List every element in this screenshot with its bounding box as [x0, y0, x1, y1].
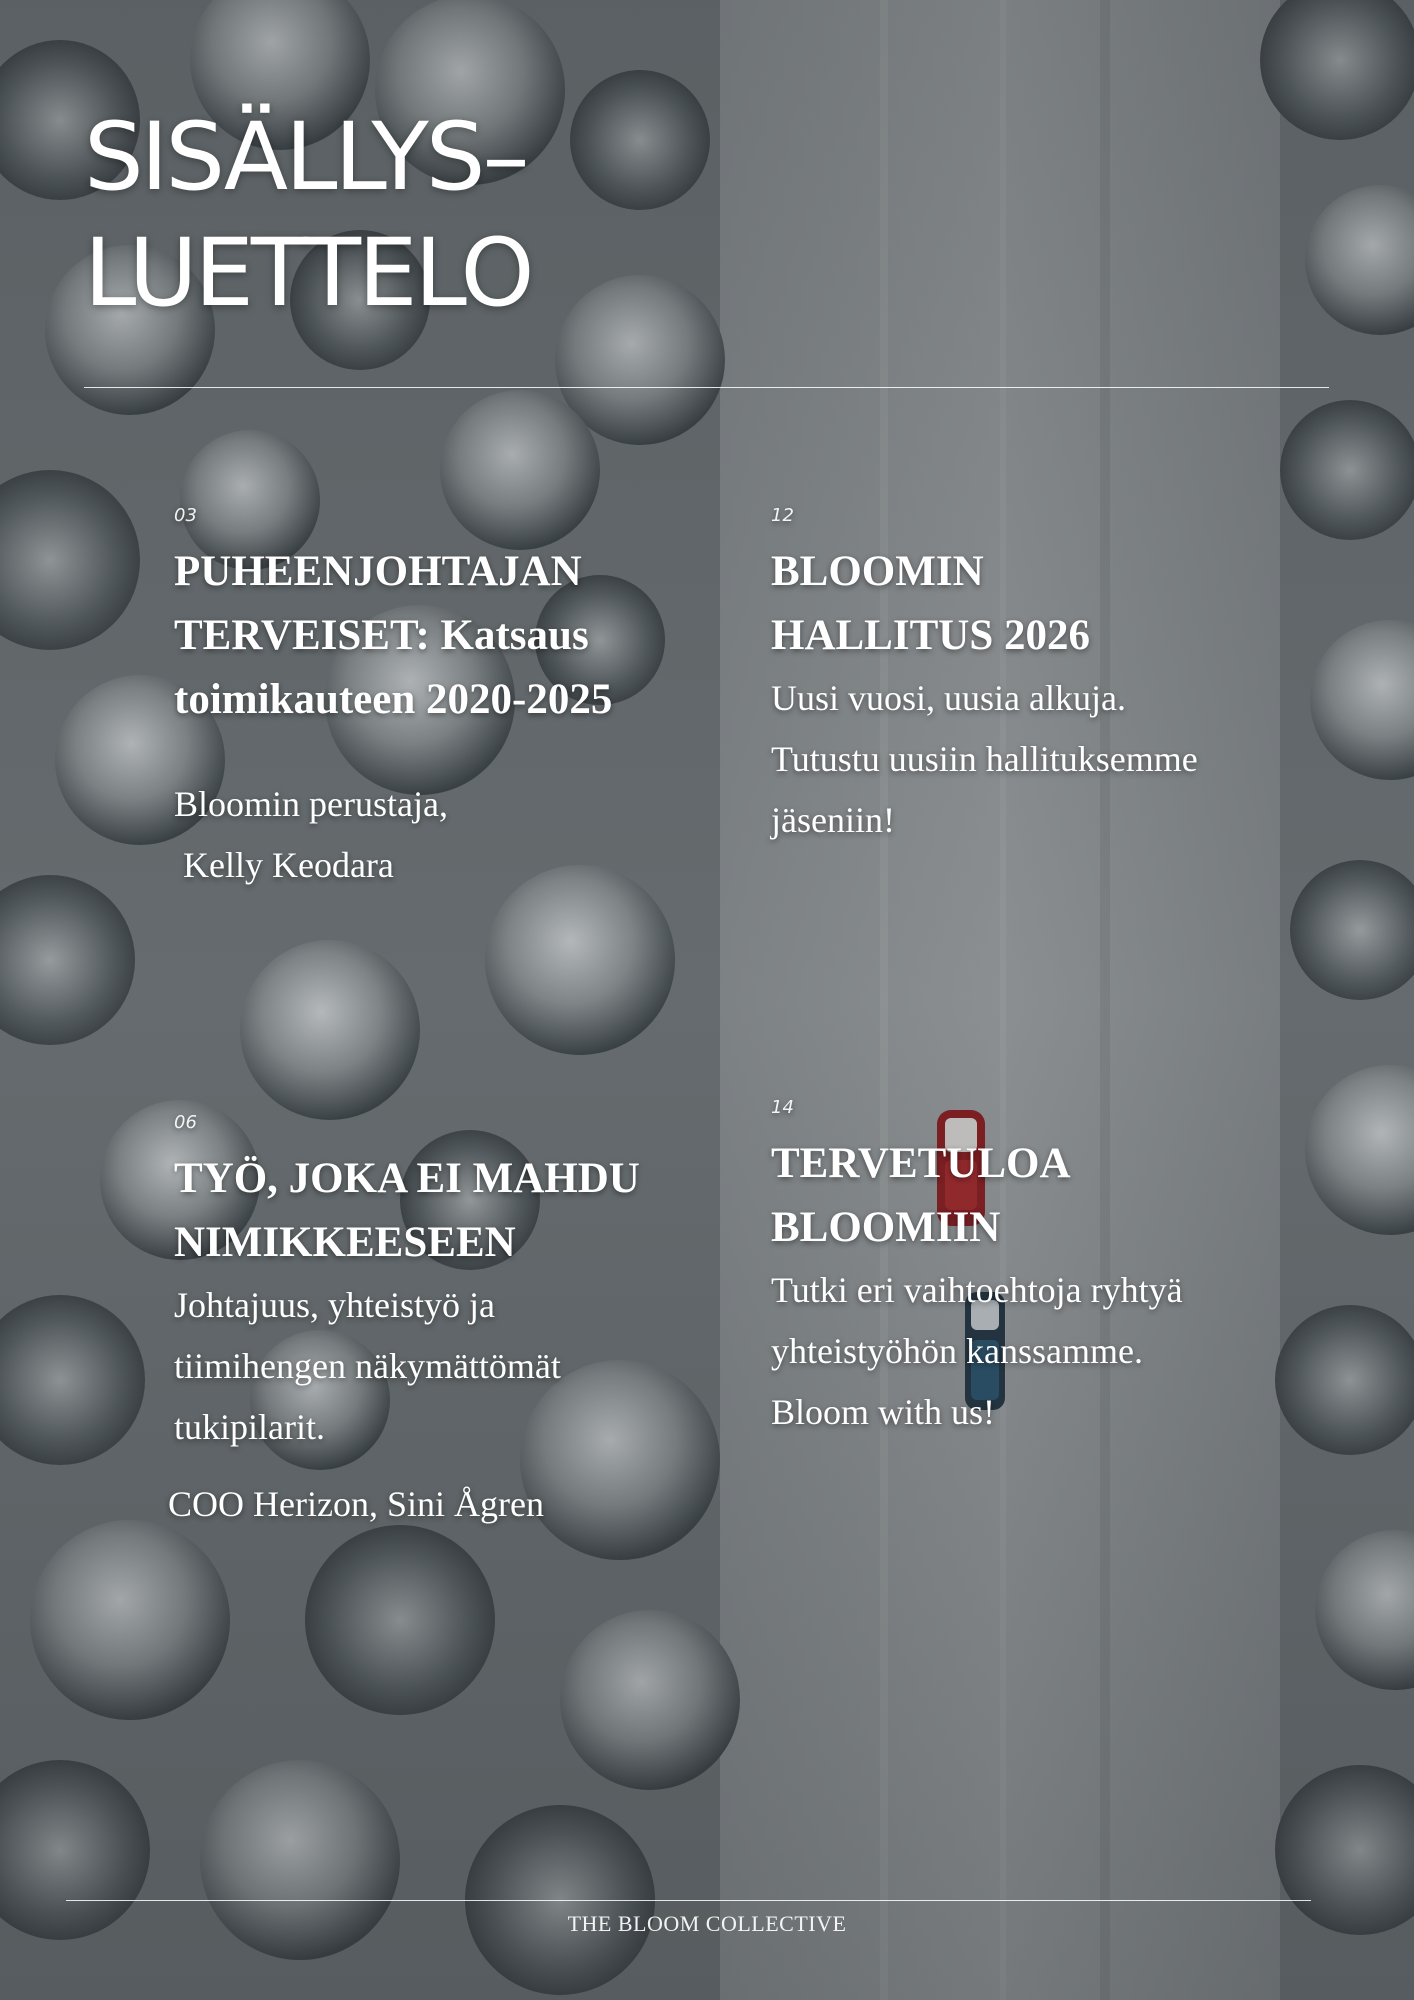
- entry-description: [771, 668, 1331, 851]
- heading-line: TERVEISET: Katsaus: [174, 612, 589, 659]
- heading-line: TERVETULOA: [771, 1140, 1071, 1187]
- heading-line: BLOOMIN: [771, 548, 984, 595]
- entry-author: [174, 774, 734, 896]
- description-line: Bloom with us!: [771, 1392, 996, 1432]
- description-line: Johtajuus, yhteistyö ja: [174, 1285, 495, 1325]
- heading-line: toimikauteen 2020-2025: [174, 676, 613, 723]
- description-line: Tutki eri vaihtoehtoja ryhtyä: [771, 1270, 1183, 1310]
- description-line: tukipilarit.: [174, 1407, 325, 1447]
- entry-heading: [771, 1132, 1331, 1260]
- description-line: yhteistyöhön kanssamme.: [771, 1331, 1143, 1371]
- entry-author: COO Herizon, Sini Ågren: [168, 1484, 544, 1524]
- top-divider: [84, 387, 1329, 388]
- toc-entry-welcome-to-bloom[interactable]: [771, 1097, 1331, 1443]
- entry-heading: [174, 540, 734, 732]
- title-line-1: SISÄLLYS–: [84, 103, 527, 212]
- page-number: 06: [174, 1112, 197, 1133]
- footer-brand: THE BLOOM COLLECTIVE: [567, 1911, 847, 1936]
- toc-entry-work-beyond-title[interactable]: [168, 1112, 734, 1535]
- heading-line: BLOOMIIN: [771, 1204, 1001, 1251]
- heading-line: NIMIKKEESEEN: [174, 1219, 516, 1266]
- page-number: 03: [174, 505, 197, 526]
- description-line: Tutustu uusiin hallituksemme: [771, 739, 1198, 779]
- entry-description: [771, 1260, 1331, 1443]
- description-line: tiimihengen näkymättömät: [174, 1346, 561, 1386]
- heading-line: HALLITUS 2026: [771, 612, 1090, 659]
- title-line-2: LUETTELO: [84, 219, 532, 328]
- heading-line: PUHEENJOHTAJAN: [174, 548, 582, 595]
- toc-entry-board-2026[interactable]: [771, 505, 1331, 851]
- author-line: Bloomin perustaja,: [174, 784, 448, 824]
- entry-heading: [771, 540, 1331, 668]
- description-line: jäseniin!: [771, 800, 895, 840]
- entry-description: [174, 1275, 734, 1458]
- entry-heading: [174, 1147, 734, 1275]
- bottom-divider: [66, 1900, 1311, 1901]
- toc-entry-chair-greetings[interactable]: [174, 505, 734, 896]
- heading-line: TYÖ, JOKA EI MAHDU: [174, 1155, 640, 1202]
- page-number: 12: [771, 505, 794, 526]
- page-number: 14: [771, 1097, 794, 1118]
- author-line: Kelly Keodara: [174, 845, 394, 885]
- description-line: Uusi vuosi, uusia alkuja.: [771, 678, 1126, 718]
- page-title: [84, 100, 531, 332]
